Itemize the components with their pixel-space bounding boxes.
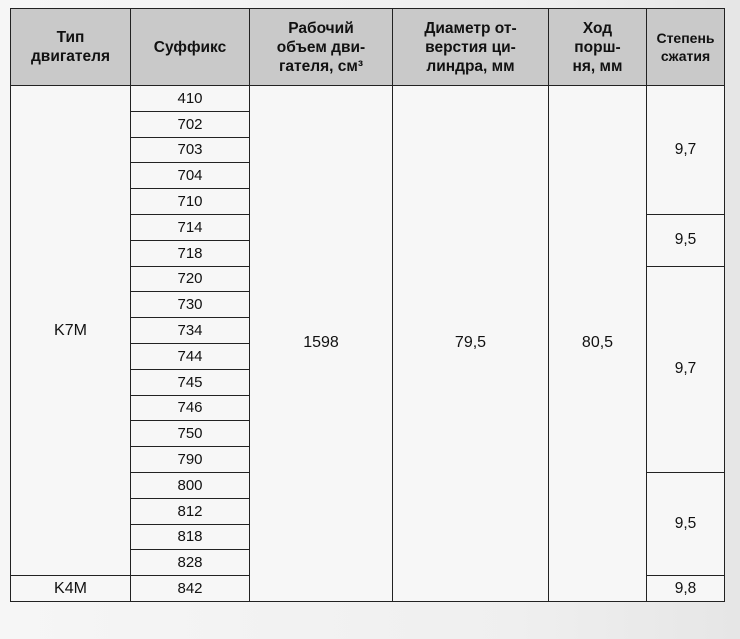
stroke-cell: 80,5: [549, 86, 647, 602]
header-stroke: Ход порш- ня, мм: [549, 9, 647, 86]
compression-cell: 9,7: [647, 266, 725, 472]
suffix-cell: 703: [131, 137, 250, 163]
header-engine-type: Тип двигателя: [11, 9, 131, 86]
suffix-cell: 710: [131, 189, 250, 215]
suffix-cell: 730: [131, 292, 250, 318]
table-row: [11, 86, 725, 112]
suffix-cell: 734: [131, 318, 250, 344]
suffix-cell: 800: [131, 472, 250, 498]
compression-cell: 9,5: [647, 214, 725, 266]
suffix-cell: 744: [131, 343, 250, 369]
suffix-cell: 745: [131, 369, 250, 395]
suffix-cell: 746: [131, 395, 250, 421]
compression-cell: 9,8: [647, 576, 725, 602]
compression-cell: 9,5: [647, 472, 725, 575]
suffix-cell: 790: [131, 447, 250, 473]
displacement-cell: 1598: [250, 86, 393, 602]
suffix-cell: 714: [131, 214, 250, 240]
suffix-cell: 828: [131, 550, 250, 576]
suffix-cell: 842: [131, 576, 250, 602]
suffix-cell: 702: [131, 111, 250, 137]
header-compression: Степень сжатия: [647, 9, 725, 86]
bore-cell: 79,5: [393, 86, 549, 602]
suffix-cell: 410: [131, 86, 250, 112]
suffix-cell: 718: [131, 240, 250, 266]
suffix-cell: 818: [131, 524, 250, 550]
header-suffix: Суффикс: [131, 9, 250, 86]
suffix-cell: 812: [131, 498, 250, 524]
suffix-cell: 750: [131, 421, 250, 447]
engine-specs-table: [10, 8, 725, 602]
suffix-cell: 720: [131, 266, 250, 292]
header-bore: Диаметр от- верстия ци- линдра, мм: [393, 9, 549, 86]
suffix-cell: 704: [131, 163, 250, 189]
header-row: [11, 9, 725, 86]
compression-cell: 9,7: [647, 86, 725, 215]
engine-type-cell: K4M: [11, 576, 131, 602]
engine-type-cell: K7M: [11, 86, 131, 576]
header-displacement: Рабочий объем дви- гателя, см³: [250, 9, 393, 86]
